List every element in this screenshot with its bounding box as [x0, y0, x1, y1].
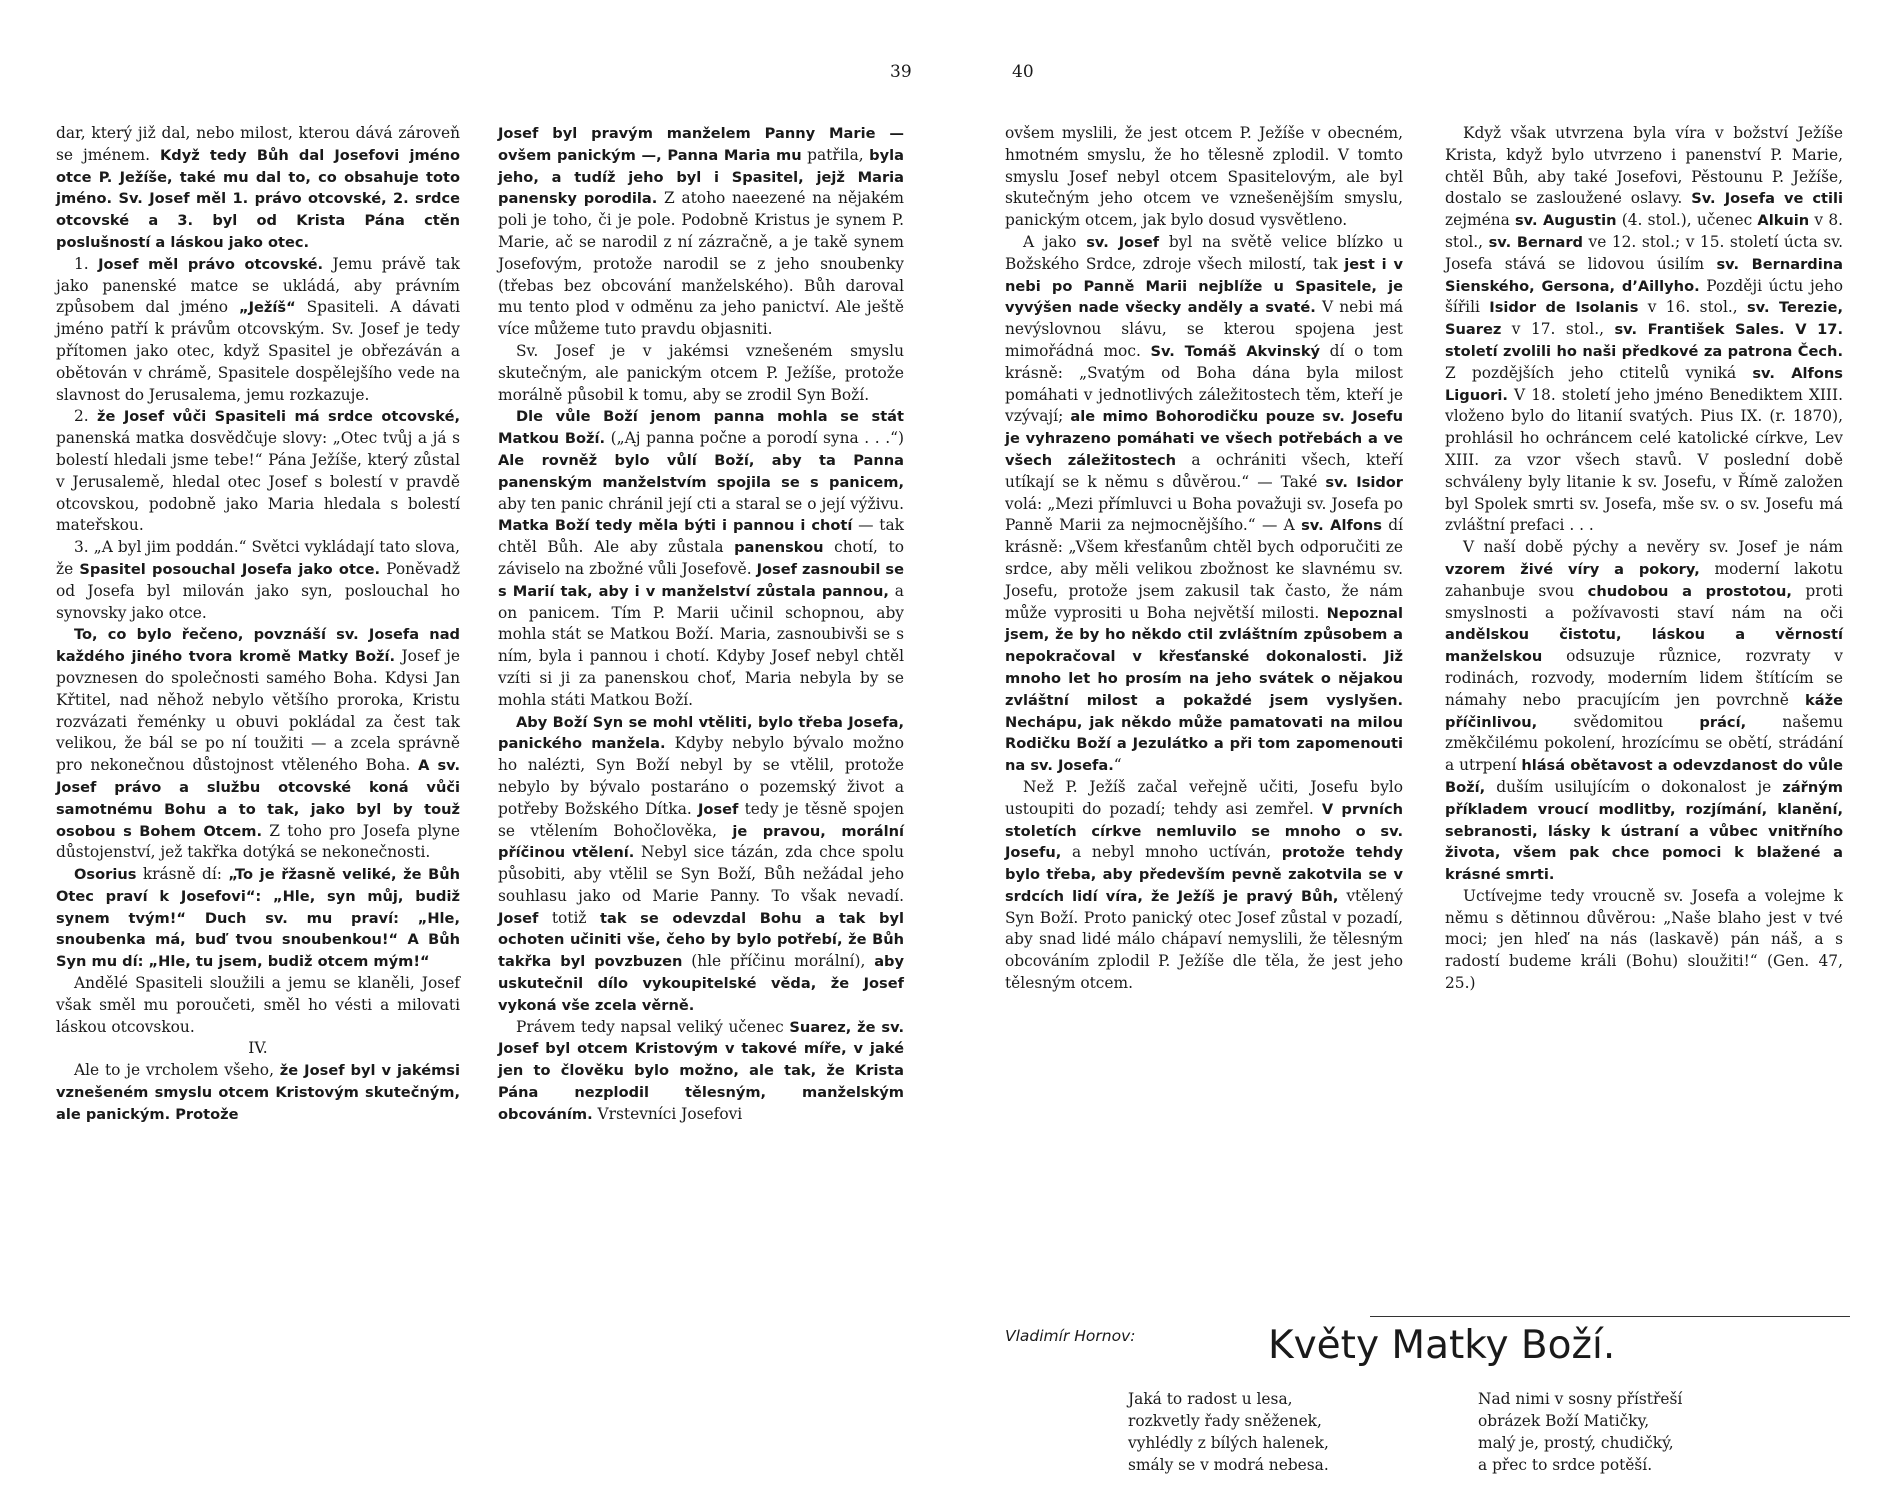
paragraph: 2. že Josef vůči Spasiteli má srdce otcovské, panenská matka dosvědčuje slovy: „Otec tvůj a já s bolestí hledali jsme tebe!“ Pána Ježíše, který zůstal v Jerusalemě, hledal otec Josef s bolestí v pravdě otcovskou, podobně jako Maria hledala s bolestí mateřskou.: [56, 407, 461, 535]
paragraph: Když však utvrzena byla víra v božství Ježíše Krista, když bylo utvrzeno i panenství P. Marie, chtěl Bůh, aby také Josefovi, Pěstounu P. Ježíše, dostalo se zasloužené oslavy. Sv. Josefa ve ctili zejména sv. Augustin (4. stol.), učenec Alkuin v 8. stol., sv. Bernard ve 12. stol.; v 15. století úcta sv. Josefa stává se lidovou úsilím sv. Bernardina Sienského, Gersona, d’Aillyho. Později úctu jeho šířili Isidor de Isolanis v 16. stol., sv. Terezie, Suarez v 17. stol., sv. František Sales. V 17. století zvolili ho naši předkové za patrona Čech. Z pozdějších jeho ctitelů vyniká sv. Alfons Liguori. V 18. století jeho jméno Benediktem XIII. vloženo bylo do litanií svatých. Pius IX. (r. 1870), prohlásil ho ochráncem celé katolické církve, Lev XIII. za vzor všech stavů. V poslední době schváleny byly litanie k sv. Josefu, v Římě založen byl Spolek smrti sv. Josefa, mše sv. o sv. Josefu má zvláštní prefaci . . .: [1445, 124, 1844, 535]
poem-line: vyhlédly z bílých halenek,: [1128, 1434, 1329, 1452]
paragraph: Ale to je vrcholem všeho, že Josef byl v jakémsi vznešeném smyslu otcem Kristovým skutečným, ale panickým. Protože: [56, 1061, 460, 1123]
poem-line: rozkvetly řady sněženek,: [1128, 1412, 1322, 1430]
poem-line: Jaká to radost u lesa,: [1128, 1390, 1293, 1408]
paragraph: Andělé Spasiteli sloužili a jemu se klaněli, Josef však směl mu poroučeti, směl ho vésti a milovati láskou otcovskou.: [56, 974, 460, 1036]
poem-line: Nad nimi v sosny přístřeší: [1478, 1390, 1683, 1408]
paragraph: 1. Josef měl právo otcovské. Jemu právě tak jako panenské matce se ukládá, aby právním způsobem dal jméno „Ježíš“ Spasiteli. A dávati jméno patří k právům otcovským. Sv. Josef je tedy přítomen jako otec, když Spasitel je obřezáván a obětován v chrámě, Spasitele dospělejšího vede na slavnost do Jerusalema, jemu rozkazuje.: [56, 254, 461, 404]
paragraph: Josef byl pravým manželem Panny Marie — ovšem panickým —, Panna Maria mu patřila, byla jeho, a tudíž jeho byl i Spasitel, jejž Maria panensky porodila. Z atoho naeezené na nějakém poli je toho, či je pole. Podobně Kristus je synem P. Marie, ač se narodil z ní zázračně, a je takě synem Josefovým, protože narodil se z jeho snoubenky (třebas bez obcování manželského). Bůh daroval mu tento plod v odměnu za jeho panictví. Ale ještě více můžeme tuto pravdu objasniti.: [498, 125, 905, 339]
paragraph: To, co bylo řečeno, povznáší sv. Josefa nad každého jiného tvora kromě Matky Boží. Josef je povznesen do společnosti samého Boha. Kdysi Jan Křtitel, nad něhož nebylo většího proroka, Kristu rozvázati řeménky u obuvi pokládal za čest tak velikou, že bál se po ní toužiti — a zcela správně pro nekonečnou důstojnost vtěleného Boha. A sv. Josef právo a službu otcovské koná vůči samotnému Bohu a to tak, jako byl by touž osobou s Bohem Otcem. Z toho pro Josefa plyne důstojenství, jež takřka dotýká se nekonečnosti.: [56, 626, 460, 862]
right-page-column-1: [1005, 123, 1403, 995]
poem-line: smály se v modrá nebesa.: [1128, 1456, 1329, 1474]
poem-line: obrázek Boží Matičky,: [1478, 1412, 1650, 1430]
paragraph: Uctívejme tedy vroucně sv. Josefa a volejme k němu s dětinnou důvěrou: „Naše blaho jest v tvé moci; jen hleď na nás (laskavě) pán náš, a s radostí budeme králi (Bohu) sloužiti!“ (Gen. 47, 25.): [1445, 886, 1843, 993]
paragraph: Právem tedy napsal veliký učenec Suarez, že sv. Josef byl otcem Kristovým v takové míře, v jaké jen to člověku bylo možno, ale tak, že Krista Pána nezplodil tělesným, manželským obcováním. Vrstevníci Josefovi: [498, 1017, 904, 1123]
paragraph: dar, který již dal, nebo milost, kterou dává zároveň se jménem. Když tedy Bůh dal Josefovi jméno otce P. Ježíše, také mu dal to, co obsahuje toto jméno. Sv. Josef měl 1. právo otcovské, 2. srdce otcovské a 3. byl od Krista Pána ctěn poslušností a láskou jako otec.: [56, 124, 460, 251]
paragraph: Osorius krásně dí: „To je řžasně veliké, že Bůh Otec praví k Josefovi“: „Hle, syn můj, budiž synem tvým!“ Duch sv. mu praví: „Hle, snoubenka má, buď tvou snoubenkou!“ A Bůh Syn mu dí: „Hle, tu jsem, budiž otcem mým!“: [56, 865, 460, 971]
divider-line: [1370, 1316, 1850, 1317]
paragraph: V naší době pýchy a nevěry sv. Josef je nám vzorem živé víry a pokory, moderní lakotu zahanbuje svou chudobou a prostotou, proti smyslnosti a požívavosti staví nám na oči andělskou čistotu, láskou a věrností manželskou odsuzuje různice, rozvraty v rodinách, rozvody, moderním lidem štítícím se námahy nebo pracujícím jen povrchně káže příčinlivou, svědomitou prácí, našemu změkčilému pokolení, hrozícímu se obětí, strádání a utrpení hlásá obětavost a odevzdanost do vůle Boží, duším usilujícím o dokonalost je zářným příkladem vroucí modlitby, rozjímání, klanění, sebranosti, lásky k ústraní a vůbec vnitřního života, všem pak chce pomoci k blažené a krásné smrti.: [1445, 538, 1843, 884]
paragraph: IV.: [248, 1039, 268, 1058]
right-page-column-2: [1445, 123, 1843, 995]
poem-line: a přec to srdce potěší.: [1478, 1456, 1653, 1474]
poem-stanza-1: [1128, 1388, 1329, 1476]
paragraph: Aby Boží Syn se mohl vtěliti, bylo třeba Josefa, panického manžela. Kdyby nebylo bývalo možno ho nalézti, Syn Boží nebyl by se vtělil, protože nebylo by bývalo postaráno o pozemský život a potřeby Božského Dítka. Josef tedy je těsně spojen se vtělením Bohočlověka, je pravou, morální příčinou vtělení. Nebyl sice tázán, zda chce spolu působiti, aby vtělil se Syn Boží, Bůh nežádal jeho souhlasu jako od Marie Panny. To však nevadí. Josef totiž tak se odevzdal Bohu a tak byl ochoten učiniti vše, čeho by bylo potřebí, že Bůh takřka byl povzbuzen (hle příčinu morální), aby uskutečnil dílo vykoupitelské věda, že Josef vykoná vše zcela věrně.: [498, 713, 905, 1014]
left-page-column-2: [498, 123, 904, 1126]
paragraph: Dle vůle Boží jenom panna mohla se stát Matkou Boží. („Aj panna počne a porodí syna . . .“) Ale rovněž bylo vůlí Boží, aby ta Panna panenským manželstvím spojila se s panicem, aby ten panic chránil její cti a staral se o její výživu. Matka Boží tedy měla býti i pannou i chotí — tak chtěl Bůh. Ale aby zůstala panenskou chotí, to záviselo na zbožné vůli Josefově. Josef zasnoubil se s Marií tak, aby i v manželství zůstala pannou, a on panicem. Tím P. Marii učinil schopnou, aby mohla stát se Matkou Boží. Maria, zasnoubivši se s ním, byla i pannou i chotí. Kdyby Josef nebyl chtěl vzíti si ji za panenskou choť, Maria nebyla by se mohla státi Matkou Boží.: [498, 408, 905, 709]
poem-author: Vladimír Hornov:: [1005, 1327, 1136, 1345]
poem-line: malý je, prostý, chudičký,: [1478, 1434, 1674, 1452]
poem-title: Květy Matky Boží.: [1268, 1323, 1616, 1368]
paragraph: Než P. Ježíš začal veřejně učiti, Josefu bylo ustoupiti do pozadí; tehdy asi zemřel. V prvních stoletích církve nemluvilo se mnoho o sv. Josefu, a nebyl mnoho uctíván, protože tehdy bylo třeba, aby především pevně zakotvila se v srdcích lidí víra, že Ježíš je pravý Bůh, vtělený Syn Boží. Proto panický otec Josef zůstal v pozadí, aby snad lidé málo chápaví nemyslili, že tělesným obcováním zplodil P. Ježíše dle těla, že jest jeho tělesným otcem.: [1005, 777, 1403, 993]
page-number-right: 40: [1012, 62, 1034, 82]
paragraph: ovšem myslili, že jest otcem P. Ježíše v obecném, hmotném smyslu, že ho tělesně zplodil. V tomto smyslu Josef nebyl otcem Spasitelovým, ale byl skutečným jeho otcem ve vznešenějším smyslu, panickým otcem, jak bylo dosud vysvětleno.: [1005, 124, 1403, 230]
left-page-column-1: [56, 123, 460, 1126]
paragraph: 3. „A byl jim poddán.“ Světci vykládají tato slova, že Spasitel posouchal Josefa jako otce. Poněvadž od Josefa byl milován jako syn, poslouchal ho synovsky jako otce.: [56, 538, 460, 622]
paragraph: Sv. Josef je v jakémsi vznešeném smyslu skutečným, ale panickým otcem P. Ježíše, protože morálně působil k tomu, aby se zrodil Syn Boží.: [498, 341, 904, 404]
paragraph: A jako sv. Josef byl na světě velice blízko u Božského Srdce, zdroje všech milostí, tak jest i v nebi po Panně Marii nejblíže u Spasitele, je vyvýšen nade všecky anděly a svaté. V nebi má nevýslovnou slávu, se kterou spojena jest mimořádná moc. Sv. Tomáš Akvinský dí o tom krásně: „Svatým od Boha dána byla milost pomáhati v jednotlivých záležitostech těm, kteří je vzývají; ale mimo Bohorodičku pouze sv. Josefu je vyhrazeno pomáhati ve všech potřebách a ve všech záležitostech a ochrániti všech, kteří utíkají se k němu s důvěrou.“ — Také sv. Isidor volá: „Mezi přímluvci u Boha považuji sv. Josefa po Panně Marii za nejmocnějšího.“ — A sv. Alfons dí krásně: „Všem křesťanům chtěl bych odporučiti ze srdce, aby měli velikou zbožnost ke slavnému sv. Josefu, protože jsem zakusil tak často, že nám může vyprositi u Boha největší milosti. Nepoznal jsem, že by ho někdo ctil zvláštním způsobem a nepokračoval v křesťanské dokonalosti. Již mnoho let ho prosím na jeho svátek o nějakou zvláštní milost a pokaždé jsem vyslyšen. Nechápu, jak někdo může pamatovati na milou Rodičku Boží a Jezulátko a při tom zapomenouti na sv. Josefa.“: [1005, 232, 1404, 775]
poem-stanza-2: [1478, 1388, 1682, 1476]
page-number-left: 39: [890, 62, 912, 82]
